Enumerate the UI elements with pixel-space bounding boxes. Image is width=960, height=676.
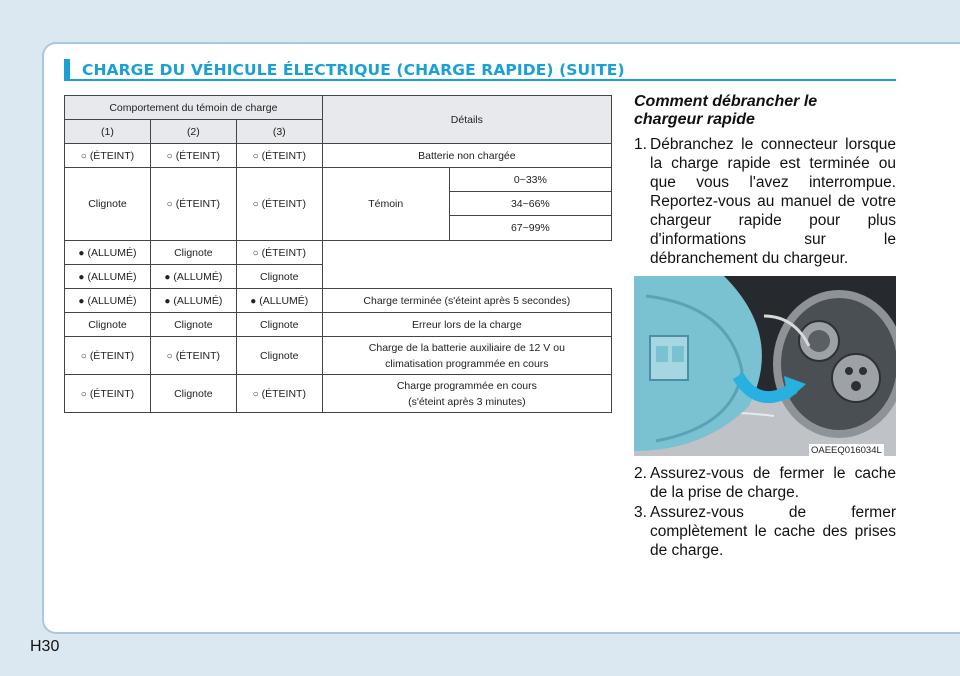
table-col-1: (1) (65, 120, 151, 144)
page-title: CHARGE DU VÉHICULE ÉLECTRIQUE (CHARGE RAPIDE) (SUITE) (82, 61, 625, 79)
charging-port-drawing (634, 276, 896, 456)
table-row: ● (ALLUMÉ) ● (ALLUMÉ) Clignote (65, 265, 612, 289)
hollow-circle-icon: ○ (252, 199, 259, 210)
detail-cell: Charge de la batterie auxiliaire de 12 V ou climatisation programmée en cours (322, 337, 611, 375)
detail-cell: Batterie non chargée (322, 144, 611, 168)
hollow-circle-icon: ○ (252, 150, 259, 162)
filled-circle-icon: ● (78, 295, 85, 307)
hollow-circle-icon: ○ (80, 388, 87, 400)
detail-cell: 34~66% (449, 192, 611, 216)
table-row: Clignote ○ (ÉTEINT) ○ (ÉTEINT) Témoin 0~33% 34~66% 67~99% (65, 168, 612, 241)
detail-cell: 67~99% (510, 222, 550, 234)
hollow-circle-icon: ○ (80, 350, 87, 362)
table-row: Clignote Clignote Clignote Erreur lors de la charge (65, 313, 612, 337)
filled-circle-icon: ● (250, 295, 257, 307)
filled-circle-icon: ● (78, 271, 85, 283)
hollow-circle-icon: ○ (166, 350, 173, 362)
hollow-circle-icon: ○ (80, 150, 87, 162)
table-row: ● (ALLUMÉ) Clignote ○ (ÉTEINT) (65, 241, 612, 265)
table-col-2: (2) (150, 120, 236, 144)
temoin-label: Témoin (323, 168, 450, 240)
filled-circle-icon: ● (78, 247, 85, 259)
filled-circle-icon: ● (164, 295, 171, 307)
charging-port-illustration (634, 276, 896, 456)
table-row: ○ (ÉTEINT) ○ (ÉTEINT) ○ (ÉTEINT) Batterie non chargée (65, 144, 612, 168)
table-col-3: (3) (236, 120, 322, 144)
table-header-details: Détails (322, 96, 611, 144)
detail-cell: Erreur lors de la charge (322, 313, 611, 337)
step-3: 3. Assurez-vous de fermer complètement le cache des prises de charge. (634, 504, 896, 559)
table-row: ○ (ÉTEINT) Clignote ○ (ÉTEINT) Charge programmée en cours (s'éteint après 3 minutes) (65, 375, 612, 413)
section-title: Comment débrancher le chargeur rapide (634, 93, 818, 128)
header-underline (64, 79, 896, 81)
charge-indicator-table (64, 95, 612, 413)
step-1: 1. Débranchez le connecteur lorsque la charge rapide est terminée ou que vous l'avez interrompue. Reportez-vous au manuel de votre chargeur rapide pour plus d'informations sur le débranchement du chargeur. (634, 136, 896, 267)
filled-circle-icon: ● (164, 271, 171, 283)
table-header-group: Comportement du témoin de charge (65, 96, 323, 120)
detail-cell: 0~33% (449, 168, 611, 192)
detail-cell: Charge programmée en cours (s'éteint après 3 minutes) (322, 375, 611, 413)
section-header (64, 59, 896, 81)
hollow-circle-icon: ○ (166, 150, 173, 162)
hollow-circle-icon: ○ (252, 247, 259, 259)
header-accent-bar (64, 59, 70, 81)
figure-caption: OAEEQ016034L (811, 445, 882, 456)
table-row: ○ (ÉTEINT) ○ (ÉTEINT) Clignote Charge de la batterie auxiliaire de 12 V ou climatisation programmée en cours (65, 337, 612, 375)
table-row: ● (ALLUMÉ) ● (ALLUMÉ) ● (ALLUMÉ) Charge terminée (s'éteint après 5 secondes) (65, 289, 612, 313)
page-number: H30 (30, 638, 60, 655)
hollow-circle-icon: ○ (252, 388, 259, 400)
step-2: 2. Assurez-vous de fermer le cache de la prise de charge. (634, 465, 896, 501)
hollow-circle-icon: ○ (166, 199, 173, 210)
detail-cell: Charge terminée (s'éteint après 5 secondes) (322, 289, 611, 313)
temoin-subtable (323, 168, 611, 240)
